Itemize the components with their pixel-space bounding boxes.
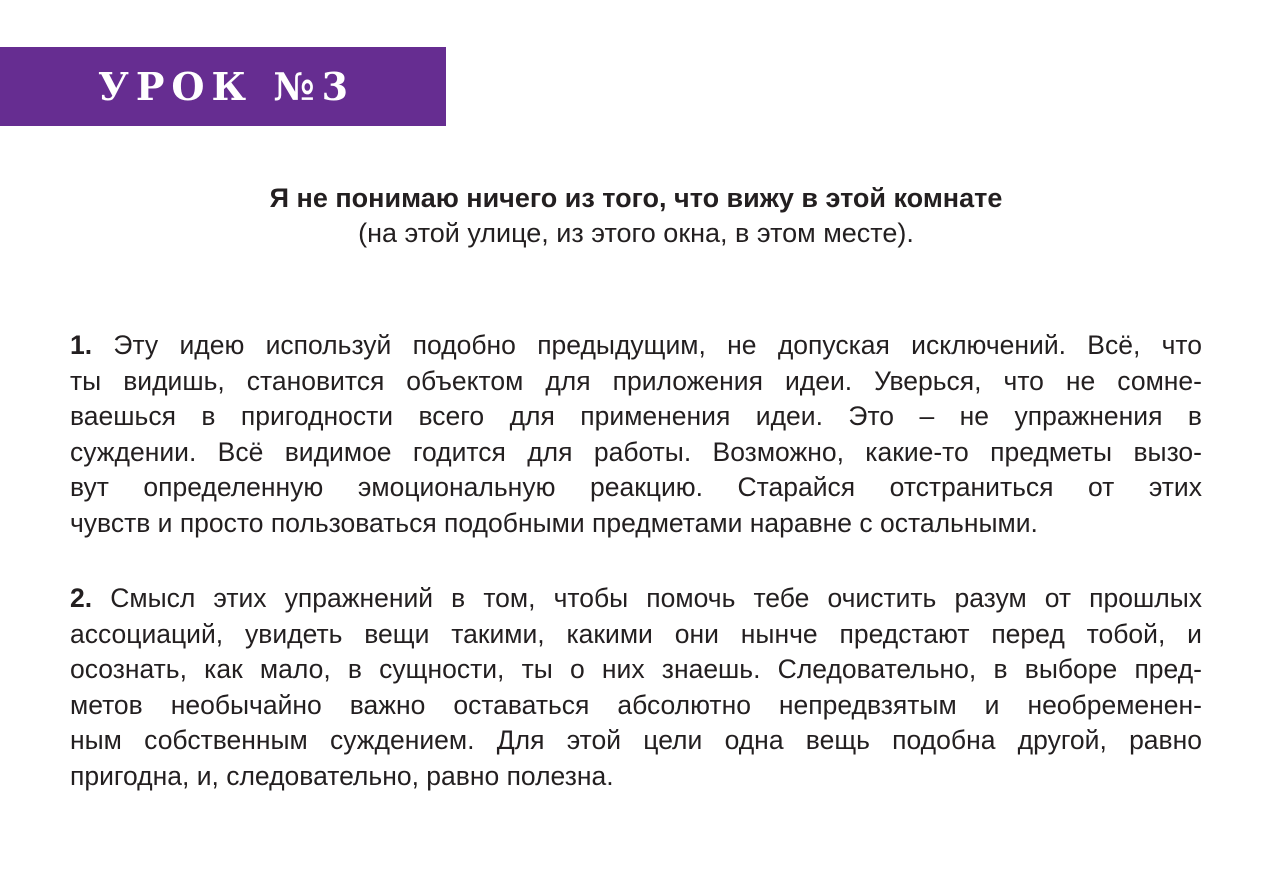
paragraph-line: осознать, как мало, в сущности, ты о них знаешь. Следовательно, в выборе пред- [70, 654, 1202, 685]
paragraph-line: ваешься в пригодности всего для применения идеи. Это – не упражнения в [70, 401, 1202, 432]
lesson-title: УРОК №3 [98, 64, 356, 109]
paragraph-line: 1. Эту идею используй подобно предыдущим, не допуская исключений. Всё, что [70, 330, 1202, 360]
paragraph-line: ассоциаций, увидеть вещи такими, какими они нынче предстают перед тобой, и [70, 618, 1202, 649]
paragraph-line: суждении. Всё видимое годится для работы. Возможно, какие-то предметы вызо- [70, 436, 1202, 467]
paragraph-2 [70, 581, 1202, 795]
paragraph-line: 2. Смысл этих упражнений в том, чтобы помочь тебе очистить разум от прошлых [70, 583, 1202, 613]
lesson-banner [0, 47, 446, 126]
paragraph-1 [70, 328, 1202, 542]
heading-main: Я не понимаю ничего из того, что вижу в этой комнате [269, 183, 1003, 213]
lesson-heading [0, 181, 1272, 251]
paragraph-line: пригодна, и, следовательно, равно полезна. [70, 760, 614, 791]
paragraph-line: метов необычайно важно оставаться абсолютно непредвзятым и необременен- [70, 689, 1202, 720]
paragraph-line: ты видишь, становится объектом для приложения идеи. Уверься, что не сомне- [70, 365, 1202, 396]
paragraph-line: ным собственным суждением. Для этой цели одна вещь подобна другой, равно [70, 725, 1202, 756]
paragraph-number: 2. [70, 583, 93, 613]
heading-sub: (на этой улице, из этого окна, в этом месте). [358, 218, 914, 248]
paragraph-line: вут определенную эмоциональную реакцию. Старайся отстраниться от этих [70, 472, 1202, 503]
paragraph-line: чувств и просто пользоваться подобными предметами наравне с остальными. [70, 507, 1038, 538]
paragraph-number: 1. [70, 330, 93, 360]
